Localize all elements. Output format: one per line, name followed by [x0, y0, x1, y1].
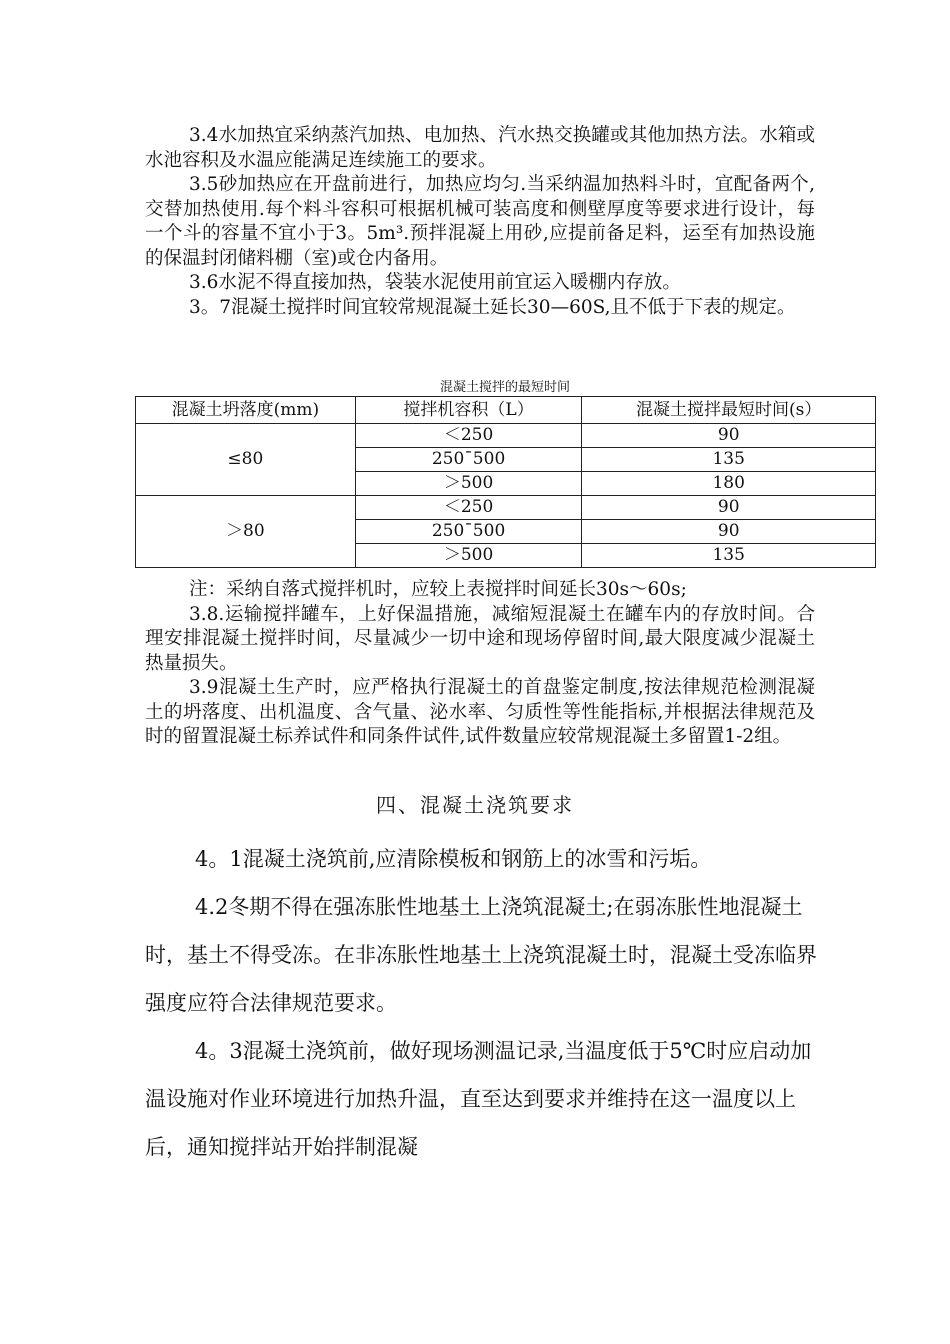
- volume-cell: ＜250: [355, 424, 582, 448]
- section-3-continued: [145, 578, 815, 750]
- paragraph-4-3: 4。3混凝土浇筑前，做好现场测温记录,当温度低于5℃时应启动加温设施对作业环境进行加热升温，直至达到要求并维持在这一温度以上后，通知搅拌站开始拌制混凝: [145, 1039, 812, 1159]
- slump-cell: ＞80: [136, 496, 356, 568]
- section-3-paragraphs: [145, 124, 815, 320]
- paragraph-4-1: 4。1混凝土浇筑前,应清除模板和钢筋上的冰雪和污垢。: [195, 847, 712, 871]
- table-row: [136, 424, 876, 448]
- paragraph-3-7: 3。7混凝土搅拌时间宜较常规混凝土延长30—60S,且不低于下表的规定。: [189, 296, 796, 318]
- volume-cell: 250¯500: [355, 448, 582, 472]
- time-cell: 135: [582, 448, 876, 472]
- time-cell: 180: [582, 472, 876, 496]
- time-cell: 90: [582, 424, 876, 448]
- time-cell: 90: [582, 496, 876, 520]
- section-4-paragraphs: [145, 835, 825, 1171]
- volume-cell: ＞500: [355, 544, 582, 568]
- volume-cell: ＜250: [355, 496, 582, 520]
- paragraph-3-4: 3.4水加热宜采纳蒸汽加热、电加热、汽水热交换罐或其他加热方法。水箱或水池容积及水温应能满足连续施工的要求。: [145, 125, 815, 171]
- volume-cell: 250¯500: [355, 520, 582, 544]
- time-cell: 90: [582, 520, 876, 544]
- paragraph-3-6: 3.6水泥不得直接加热，袋装水泥使用前宜运入暖棚内存放。: [189, 272, 681, 293]
- slump-cell: ≤80: [136, 424, 356, 496]
- paragraph-4-2: 4.2冬期不得在强冻胀性地基土上浇筑混凝土;在弱冻胀性地混凝土时，基土不得受冻。在非冻胀性地基土上浇筑混凝土时，混凝土受冻临界强度应符合法律规范要求。: [145, 895, 817, 1015]
- paragraph-3-5: 3.5砂加热应在开盘前进行，加热应均匀.当采纳温加热料斗时，宜配备两个,交替加热使用.每个料斗容积可根据机械可装高度和侧壁厚度等要求进行设计，每一个斗的容量不宜小于3。5m³.预拌混凝上用砂,应提前备足料，运至有加热设施的保温封闭储料棚（室)或仓内备用。: [145, 174, 815, 269]
- volume-cell: ＞500: [355, 472, 582, 496]
- paragraph-3-9: 3.9混凝土生产时，应严格执行混凝土的首盘鉴定制度,按法律规范检测混凝土的坍落度、出机温度、含气量、泌水率、匀质性等性能指标,并根据法律规范及时的留置混凝土标养试件和同条件试件,试件数量应较常规混凝土多留置1-2组。: [145, 677, 815, 747]
- table-header-row: [136, 397, 876, 424]
- paragraph-3-8: 3.8.运输搅拌罐车，上好保温措施，减缩短混凝土在罐车内的存放时间。合理安排混凝土搅拌时间，尽量减少一切中途和现场停留时间,最大限度减少混凝土热量损失。: [145, 603, 815, 674]
- table-row: [136, 496, 876, 520]
- header-volume: 搅拌机容积（L）: [355, 397, 582, 424]
- header-min-time: 混凝土搅拌最短时间(s）: [582, 397, 876, 424]
- table-caption: 混凝土搅拌的最短时间: [439, 380, 570, 395]
- mixing-time-table: [135, 396, 876, 568]
- header-slump: 混凝土坍落度(mm): [136, 397, 356, 424]
- section-heading: 四、混凝土浇筑要求: [376, 793, 574, 817]
- time-cell: 135: [582, 544, 876, 568]
- table-note: 注：采纳自落式搅拌机时，应较上表搅拌时间延长30s～60s;: [189, 579, 687, 600]
